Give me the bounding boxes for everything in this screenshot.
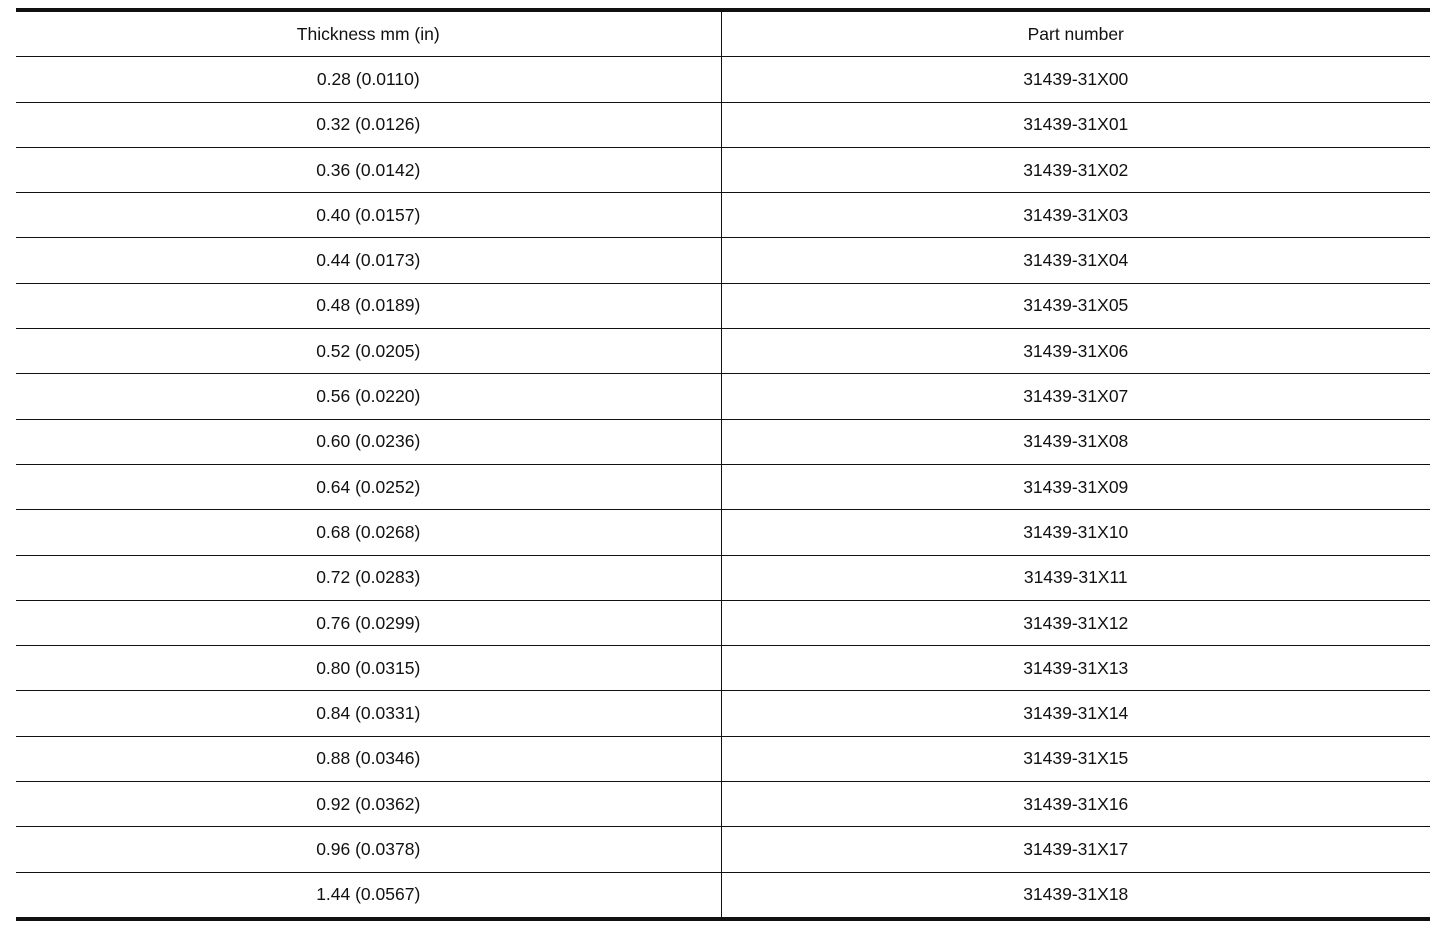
thickness-cell: 0.76 (0.0299): [16, 600, 721, 645]
thickness-cell: 0.88 (0.0346): [16, 736, 721, 781]
part-number-cell: 31439-31X16: [721, 782, 1430, 827]
header-row: [16, 10, 1430, 57]
part-number-cell: 31439-31X12: [721, 600, 1430, 645]
table-body: [16, 57, 1430, 919]
table-row: [16, 283, 1430, 328]
part-number-cell: 31439-31X01: [721, 102, 1430, 147]
table-row: [16, 872, 1430, 919]
table-row: [16, 782, 1430, 827]
part-number-cell: 31439-31X04: [721, 238, 1430, 283]
table-row: [16, 691, 1430, 736]
part-number-cell: 31439-31X03: [721, 193, 1430, 238]
thickness-cell: 0.72 (0.0283): [16, 555, 721, 600]
part-number-cell: 31439-31X11: [721, 555, 1430, 600]
table-row: [16, 464, 1430, 509]
part-number-cell: 31439-31X02: [721, 147, 1430, 192]
thickness-cell: 0.84 (0.0331): [16, 691, 721, 736]
part-number-cell: 31439-31X10: [721, 510, 1430, 555]
table-row: [16, 600, 1430, 645]
part-number-cell: 31439-31X13: [721, 646, 1430, 691]
thickness-cell: 0.60 (0.0236): [16, 419, 721, 464]
thickness-cell: 0.92 (0.0362): [16, 782, 721, 827]
thickness-cell: 0.40 (0.0157): [16, 193, 721, 238]
table-row: [16, 374, 1430, 419]
thickness-cell: 0.28 (0.0110): [16, 57, 721, 102]
table-row: [16, 193, 1430, 238]
table-row: [16, 555, 1430, 600]
thickness-cell: 0.80 (0.0315): [16, 646, 721, 691]
part-number-cell: 31439-31X05: [721, 283, 1430, 328]
part-number-cell: 31439-31X15: [721, 736, 1430, 781]
thickness-cell: 0.68 (0.0268): [16, 510, 721, 555]
thickness-cell: 0.96 (0.0378): [16, 827, 721, 872]
part-number-cell: 31439-31X14: [721, 691, 1430, 736]
part-number-cell: 31439-31X08: [721, 419, 1430, 464]
header-part-number: Part number: [721, 10, 1430, 57]
thickness-cell: 0.64 (0.0252): [16, 464, 721, 509]
table-row: [16, 238, 1430, 283]
part-number-cell: 31439-31X00: [721, 57, 1430, 102]
table-row: [16, 102, 1430, 147]
thickness-cell: 0.32 (0.0126): [16, 102, 721, 147]
part-number-cell: 31439-31X06: [721, 329, 1430, 374]
table-row: [16, 736, 1430, 781]
table-row: [16, 147, 1430, 192]
thickness-cell: 1.44 (0.0567): [16, 872, 721, 919]
part-number-cell: 31439-31X18: [721, 872, 1430, 919]
shim-table-container: [16, 8, 1430, 921]
table-header: [16, 10, 1430, 57]
thickness-cell: 0.44 (0.0173): [16, 238, 721, 283]
thickness-cell: 0.56 (0.0220): [16, 374, 721, 419]
header-thickness: Thickness mm (in): [16, 10, 721, 57]
table-row: [16, 646, 1430, 691]
thickness-cell: 0.52 (0.0205): [16, 329, 721, 374]
table-row: [16, 419, 1430, 464]
table-row: [16, 827, 1430, 872]
thickness-cell: 0.48 (0.0189): [16, 283, 721, 328]
part-number-cell: 31439-31X09: [721, 464, 1430, 509]
part-number-cell: 31439-31X17: [721, 827, 1430, 872]
table-row: [16, 329, 1430, 374]
thickness-cell: 0.36 (0.0142): [16, 147, 721, 192]
part-number-cell: 31439-31X07: [721, 374, 1430, 419]
shim-table: [16, 8, 1430, 921]
table-row: [16, 57, 1430, 102]
table-row: [16, 510, 1430, 555]
